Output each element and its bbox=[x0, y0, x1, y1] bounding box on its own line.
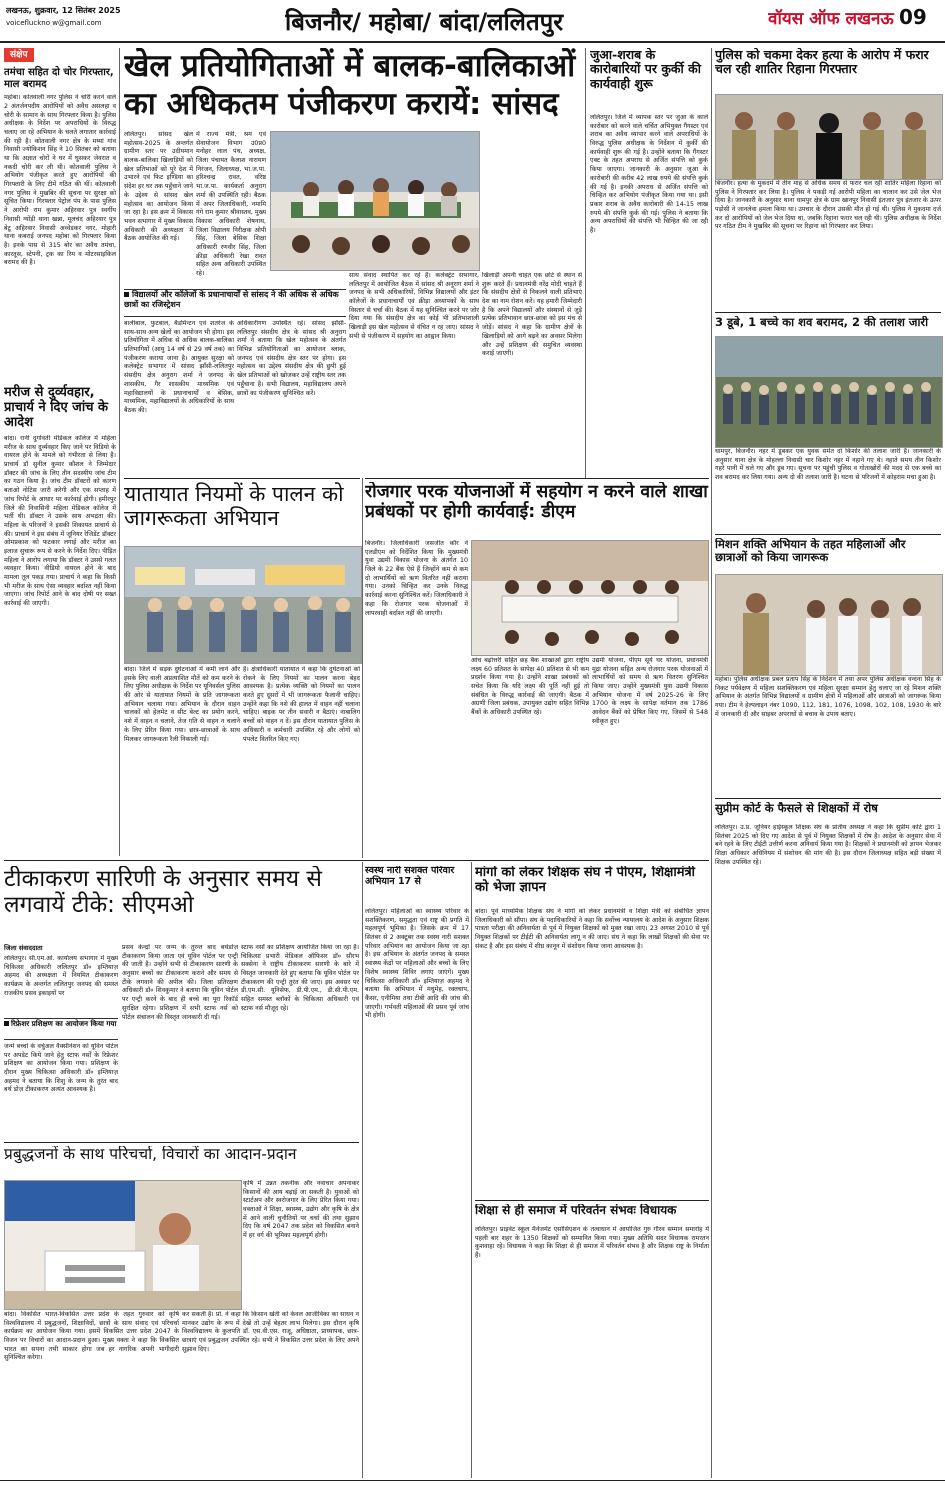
traffic-col-2: है। क्षेत्राधिकारी यातायात ने कहा कि दुर्घटनाओं को रोकने के लिए नियमों का पालन करना बेहद आवश्यक है। प्रत्येक व्यक्ति को नियमों का पालन करते हुए दूसरों में भी जागरूकता फैलानी चाहिए। उन्होंने कहा कि नशे की हालत में वाहन नहीं चलाना चाहिए। बाइक पर तीन सवारी न बैठाएं। नाबालिग बच्चों को वाहन न दें। इस दौरान यातायात पुलिस के अधिकारी व कर्मचारी उपस्थित रहे और लोगों को पंपलेट वितरित किए गए। bbox=[243, 666, 360, 743]
rihana-headline: पुलिस को चकमा देकर हत्या के आरोप में फरार चल रही शातिर रिहाना गिरफ्तार bbox=[715, 48, 929, 77]
vaccine-col-2: प्रसव केन्द्रों पर जन्म के तुरन्त बाद बर्थडोज़ टीकाकरण किया जाता एवं यूविन पोर्टल पर एन्ट्री की जाती है। उन्होंने सभी से टीकाकरण सारणी के अनुसार बच्चों का टीकाकरण कराने और समय से टीके लगवाने की अपील की। जिला प्रतिरक्षण अधिकारी डॉ० शिवकुमार ने बताया कि यूविन पोर्टल पर एन्ट्री करने के बाद ही बच्चे का पूरा रिकॉर्ड सुरक्षित रहेगा। प्रशिक्षण में सभी स्टाफ नर्स को पोर्टल संचालन की विस्तृत जानकारी दी गई। bbox=[122, 944, 238, 1021]
bank-col-1: बिजनौर। जिलाधिकारी जसजीत कौर ने एलडीएम को निर्देशित किया कि मुख्यमंत्री युवा उद्यमी विकास योजना के अंतर्गत 10 जिले के 22 बैंक ऐसे हैं जिन्होंने कम से कम दो लाभार्थियों को ऋण वितरित नहीं कराया गया। उनको चिन्हित कर उनके विरुद्ध कार्रवाई करना सुनिश्चित करें। जिलाधिकारी ने कहा कि रोजगार परक योजनाओं में लापरवाही बर्दाश्त नहीं की जाएगी। bbox=[365, 540, 468, 617]
mission-body: महोबा। पुलिस अधीक्षक प्रबल प्रताप सिंह के निर्देशन में तथा अपर पुलिस अधीक्षक वन्दना सिंह के निकट पर्यवेक्षण में महिला सशक्तिकरण एवं महिला सुरक्षा सम्मान हेतु चलाए जा रहे मिशन शक्ति अभियान के अंतर्गत विभिन्न विद्यालयों व ग्रामीण क्षेत्रों में महिलाओं और छात्राओं को जागरूक किया गया। टीम ने हेल्पलाइन नंबर 1090, 112, 181, 1076, 1098, 102, 108, 1930 के बारे में जानकारी दी और साइबर अपराधों से बचाव के उपाय बताए। bbox=[715, 676, 941, 718]
lead-photo-meeting bbox=[270, 131, 480, 271]
lead-headline: खेल प्रतियोगिताओं में बालक-बालिकाओं का अधिकतम पंजीकरण करायें: सांसद bbox=[124, 48, 576, 122]
vaccine-col-3: स्टाफ नर्सों का प्रशिक्षण आयोजित किया जा रहा है। चिकित्सा प्रभारी मेडिकल ऑफिसर डॉ० सौरभ सक्सेना ने राष्ट्रीय टीकाकरण सारणी के बारे में विस्तृत जानकारी देते हुए बताया कि यूविन पोर्टल पर टीकाकरण की एन्ट्री तुरंत की जाए। इस अवसर पर डी.एम.सी. यूनिसेफ, डी.पी.एम., डी.सी.पी.एम. सहित समस्त ब्लॉकों के चिकित्सा अधिकारी एवं स्टाफ नर्स मौजूद रहे। bbox=[241, 944, 359, 1012]
lead-col-4: अधिकारीगण उपस्थित रहे। सांसद झाँसी-ललितपुर संसदीय क्षेत्र के सांसद श्री अनुराग शर्मा ने बताया कि खेल महोत्सव के अंतर्गत विभिन्न प्रतियोगिताओं का आयोजन ब्लाक, जनपद एवं संसदीय क्षेत्र स्तर पर होगा। इस महोत्सव का उद्देश्य संसदीय क्षेत्र की छुपी हुई खेल प्रतिभाओं को खोजकर उन्हें राष्ट्रीय स्तर तक पहुँचाना है। सभी विद्यालय, महाविद्यालय अपने छात्रों का पंजीकरण सुनिश्चित करें। bbox=[237, 320, 346, 397]
drown-body: धामपुर, बिजनौर। नहर में डूबकर एक युवक समेत दो किशोर की तलाश जारी है। जानकारी के अनुसार थाना क्षेत्र के मोहल्ला निवासी चार किशोर नहर में नहाने गए थे। नहाते समय तीन किशोर गहरे पानी में चले गए और डूब गए। सूचना पर पहुंची पुलिस व गोताखोरों की मदद से एक बच्चे का शव बरामद कर लिया गया। अन्य दो की तलाश जारी है। घटना से परिजनों में कोहराम मचा हुआ है। bbox=[715, 448, 941, 482]
vaccine-col-1b: जन्मे बच्चों के वर्चुअल वैक्सीनेशन को यूविन पोर्टल पर अपडेट किये जाने हेतु स्टाफ नर्सों के रिफ्रेशर प्रशिक्षण का आयोजन किया गया। प्रशिक्षण के दौरान मुख्य चिकित्सा अधिकारी डॉ० इम्तियाज़ अहमद ने बताया कि शिशु के जन्म के तुरंत बाद बर्थ डोज़ टीकाकरण अत्यंत आवश्यक है। bbox=[4, 1043, 118, 1094]
teachers-headline: मांगों को लेकर शिक्षक संघ ने पीएम, शिक्षामंत्री को भेजा ज्ञापन bbox=[475, 866, 696, 895]
traffic-col-1: बांदा। जिले में सड़क दुर्घटनाओं में कमी लाने और इसके लिए वाली अप्रत्याशित मौतें को कम करने के लिए पुलिस अधीक्षक के निर्देश पर यूनिवर्सल पुलिस की ओर से यातायात नियमों के प्रति जागरूकता अभियान चलाया गया। अभियान के दौरान वाहन चालकों को हेलमेट व सीट बेल्ट का प्रयोग करने, नशे में वाहन न चलाने, तेज गति से वाहन न चलाने के लिए प्रेरित किया गया। छात्र-छात्राओं के साथ मिलकर जागरूकता रैली निकाली गई। bbox=[124, 666, 240, 743]
lead-col-2: में राज्य मंत्री, श्रम एवं सेवायोजन विभाग उ0प्र0 मनोहर लाल पंथ, अध्यक्ष, जिला पंचायत कैलाश नारायण निरंजन, जिलाध्यक्ष, भा.ज.पा. हरिश्चन्द्र रावत, वरिष्ठ भा.ज.पा. कार्यकर्ता अनुराग शर्मा की उपस्थिति रही। बैठक में अपर जिलाधिकारी, नमामि गंगे राम कुमार श्रीवास्तव, मुख्य विकास अधिकारी शेषनाथ, जिला विद्यालय निरीक्षक ओपी सिंह, जिला बेसिक शिक्षा अधिकारी रणवीर सिंह, जिला क्रीड़ा अधिकारी रेखा रावत सहित अन्य अधिकारी उपस्थित रहे। bbox=[196, 131, 266, 277]
masthead-date: लखनऊ, शुक्रवार, 12 सितंबर 2025 bbox=[6, 6, 121, 15]
health-body: ललितपुर। महिलाओं का स्वास्थ्य परिवार के सशक्तिकरण, समृद्धता एवं राष्ट्र की प्रगति में महत्वपूर्ण भूमिका है। जिसके क्रम में 17 सितंबर से 2 अक्टूबर तक स्वस्थ नारी सशक्त परिवार अभियान का आयोजन किया जा रहा है। इस अभियान के अंतर्गत जनपद के समस्त स्वास्थ्य केंद्रों पर महिलाओं और बच्चों के लिए विशेष स्वास्थ्य शिविर लगाए जाएंगे। मुख्य चिकित्सा अधिकारी डॉ० इम्तियाज़ अहमद ने बताया कि अभियान में मधुमेह, रक्तचाप, कैंसर, एनीमिया तथा टीबी आदि की जांच की जाएगी। गर्भवती महिलाओं की प्रसव पूर्व जांच भी होगी। bbox=[365, 908, 469, 1020]
brand-name bbox=[768, 4, 943, 38]
mission-photo bbox=[715, 574, 943, 676]
lead-col-1: ललितपुर। सांसद खेल महोत्सव-2025 के अन्तर्गत ग्रामीण स्तर पर उदीयमान बालक-बालिका खिलाड़ियों को खेल प्रतिभाओं को पुरे देश में उभारने एवं फिट इण्डिया का संदेश हर घर तक पहुँचाने जाने के उद्देश्य से सांसद खेल महोत्सव का आयोजन किया जा रहा है। इस क्रम में विकास भवन सभागार में मुख्य विकास अधिकारी की अध्यक्षता में बैठक आयोजित की गई। bbox=[124, 131, 193, 243]
rihana-photo bbox=[715, 94, 943, 180]
police-arrest-illustration bbox=[716, 95, 942, 179]
edition-title: बिजनौर/ महोबा/ बांदा/ललितपुर bbox=[285, 8, 564, 36]
vaccine-subhead-text: रिफ्रेशर प्रशिक्षण का आयोजन किया गया bbox=[11, 1019, 117, 1028]
lead-col-5: साथ संवाद स्थापित कर रहे हैं। कलेक्ट्रेट सभागार, ललितपुर में आयोजित बैठक में सांसद श्री अनुराग शर्मा ने जनपद के सभी अधिकारियों, विभिन्न विद्यालयों और इंटर कॉलेजों के प्रधानाचार्यों एवं क्रीड़ा अध्यापकों के साथ विस्तार से चर्चा की। बैठक में यह सुनिश्चित करने पर जोर दिया गया कि संसदीय क्षेत्र का कोई भी प्रतिभाशाली खिलाड़ी इस खेल महोत्सव से वंचित न रह जाए। सांसद ने सभी से पंजीकरण में सहयोग का आह्वान किया। bbox=[349, 272, 479, 340]
drown-photo bbox=[715, 336, 943, 448]
briefs-column bbox=[4, 48, 116, 856]
vaccine-byline: जिला संवाददाता bbox=[4, 944, 43, 952]
exchange-col-1: बांदा। विकसित भारत-विकसित उत्तर प्रदेश के तहत गुरुवार को कृषि विश्वविद्यालय में प्रबुद्धजनों, शिक्षाविदों, छात्रों के साथ संवाद एवं परिचर्चा कार्यक्रम का आयोजन किया गया। इसमें विकसित उत्तर प्रदेश 2047 के विजन पर विचारों का आदान-प्रदान हुआ। मुख्य वक्ता ने कहा कि विकसित भारत का सपना तभी साकार होगा जब हर नागरिक अपनी भागीदारी सुनिश्चित करेगा। bbox=[4, 1311, 179, 1362]
lead-col-3: बालीबाल, फुटबाल, बैडमिन्टन एवं शतरंज के साथ-साथ अन्य खेलों का आयोजन भी होगा। इस प्रतियोगिता में अधिक से अधिक बालक-बालिका प्रतिभागियों (आयु 14 वर्ष से 29 वर्ष तक) का पंजीकरण कराया जाना है। आयुक्त सुरक्षा को कलेक्ट्रेट सभागार में सांसद झाँसी-ललितपुर संसदीय क्षेत्र अनुराग शर्मा ने जनपद के शासकीय, गैर शासकीय माध्यमिक एवं महाविद्यालयों के प्रधानाचार्यों व बेसिक, माध्यमिक, महाविद्यालयों के अधिकारियों के साथ बैठक की। bbox=[124, 320, 234, 414]
brief-headline-1: तमंचा सहित दो चोर गिरफ्तार, माल बरामद bbox=[4, 67, 114, 90]
edu-body: ललितपुर। प्राइवेट स्कूल मैनेजमेंट एसोसिएशन के तत्वाधान में आयोजित गुरु गौरव सम्मान समारोह में पहली बार शहर के 1350 शिक्षकों को सम्मानित किया गया। मुख्य अतिथि सदर विधायक रामरतन कुशवाहा रहे। विधायक ने कहा कि शिक्षा से ही समाज में परिवर्तन संभव है और शिक्षक राष्ट्र के निर्माता हैं। bbox=[475, 1226, 709, 1260]
bank-headline: रोजगार परक योजनाओं में सहयोग न करने वाले शाखा प्रबंधकों पर होगी कार्यवाई: डीएम bbox=[365, 482, 708, 523]
lead-subhead bbox=[124, 289, 346, 317]
vaccine-col-1: ललितपुर। सी.एम.ओ. कार्यालय सभागार में मुख्य चिकित्सा अधिकारी ललितपुर डॉ० इम्तियाज़ अहमद की अध्यक्षता में नियमित टीकाकरण कार्यक्रम के अन्तर्गत ललितपुर जनपद की समस्त राजकीय प्रसव इकाइयों पर bbox=[4, 955, 118, 997]
speaker-illustration bbox=[5, 1181, 241, 1309]
edu-headline: शिक्षा से ही समाज में परिवर्तन संभवः विधायक bbox=[475, 1204, 677, 1217]
masthead-email: voicefluckno w@gmail.com bbox=[6, 19, 102, 27]
page-number: 09 bbox=[899, 5, 927, 29]
exchange-col-3: कृषि में उन्नत तकनीक और नवाचार अपनाकर किसानों की आय बढ़ाई जा सकती है। युवाओं को स्टार्टअप और स्वरोजगार के लिए प्रेरित किया गया। वक्ताओं ने शिक्षा, स्वास्थ्य, उद्योग और कृषि के क्षेत्र में आने वाली चुनौतियों पर चर्चा की तथा सुझाव दिए कि वर्ष 2047 तक प्रदेश को विकसित बनाने में हर वर्ग की भूमिका महत्वपूर्ण होगी। bbox=[243, 1180, 359, 1240]
teachers-body: बांदा। पूर्व माध्यमिक शिक्षक संघ ने मांगों को लेकर प्रधानमंत्री व शिक्षा मंत्री को संबोधित ज्ञापन जिलाधिकारी को सौंपा। संघ के पदाधिकारियों ने कहा कि सर्वोच्च न्यायालय के आदेश के अनुसार शिक्षक पात्रता परीक्षा की अनिवार्यता से पूर्व में नियुक्त शिक्षकों को मुक्त रखा जाए। 23 अगस्त 2010 से पूर्व नियुक्त शिक्षकों पर टीईटी की अनिवार्यता लागू न की जाए। संघ ने कहा कि लाखों शिक्षकों की सेवा पर संकट है और इस संबंध में शीघ्र कानून में संशोधन किया जाना आवश्यक है। bbox=[475, 908, 709, 950]
sc-headline: सुप्रीम कोर्ट के फैसले से शिक्षकों में रोष bbox=[715, 802, 878, 815]
brief-body-1: महोबा। कोतवाली नगर पुलिस ने चोरी करने वाले 2 अंतर्जनपदीय आरोपियों को अवैध असलहा व चोरी के सामान के साथ गिरफ्तार किया है। पुलिस अधीक्षक के निर्देश पर अपराधियों के विरुद्ध चलाए जा रहे अभियान के चलते लगातार कार्रवाई की रही है। कोतवाली नगर क्षेत्र के मय्यां गांव निवासी ज्योकिशन सिंह ने 10 सितंबर को बताया था कि अज्ञात चोरों ने घर में घुसकर जेवरात व नकदी चोरी कर ली थी। कोतवाली पुलिस ने अभियोग पंजीकृत करते हुए आरोपियों की गिरफ्तारी के लिए टीमें गठित की थीं। कोतवाली नगर पुलिस ने मुखबिर की सूचना पर सुरक्षा को सूचित किया। गिरफ्तार पेट्रोल पंप के पास पुलिस ने आरोपी राम कुमार अहिरवार पुत्र स्वर्गीय निवासी ग्योंड़ी थाना खन्ना, मूलचंद अहिरवार पुत्र बेटू अहिरवार निवासी अव्वेडकर नगर, मोहारी थाना कबराई जनपद महोबा को गिरफ्तार किया है। इनके पास से 315 बोर का अवैध तमंचा, कारतूस, स्टेपनी, ट्रक का रिम व मोटरसाइकिल बरामद की है। bbox=[4, 94, 116, 267]
vaccine-subhead bbox=[4, 1018, 118, 1040]
vaccine-headline: टीकाकरण सारिणी के अनुसार समय से लगवायें टीके: सीएमओ bbox=[4, 866, 322, 919]
brief-body-2: बांदा। रानी दुर्गावती मेडिकल कॉलेज में महिला मरीज के साथ दुर्व्यवहार किए जाने पर विडियो के वायरल होने के मामले को गंभीरता से लिया है। प्राचार्य डॉ सुनील कुमार कौशल ने जिम्मेदार डॉक्टर की जांच के लिए तीन सदस्यीय जांच टीम का गठन किया है। जांच टीम डॉक्टरों को कारण बताओ नोटिस जारी करेगी और एक सप्ताह में जांच रिपोर्ट के आधार पर कार्रवाई होगी। हमीरपुर जिले की निवासिनी महिला मेडिकल कॉलेज में भर्ती थी। डॉक्टर ने उसके साथ अभद्रता की। महिला के परिजनों ने इसकी शिकायत प्राचार्य से की। प्राचार्य ने इस संबंध में जूनियर रेजिडेंट डॉक्टर ओमप्रकाश को फटकार लगाई और मरीज का इलाज सुचारू रूप से करने के निर्देश दिए। पीड़ित महिला ने आरोप लगाया कि डॉक्टर ने उससे गलत व्यवहार किया। वीडियो वायरल होने के बाद मामला तूल पकड़ गया। प्राचार्य ने कहा कि किसी भी मरीज के साथ ऐसा व्यवहार बर्दाश्त नहीं किया जाएगा। जांच रिपोर्ट आने के बाद दोषी पर सख्त कार्रवाई की जाएगी। bbox=[4, 435, 116, 608]
exchange-col-2: कर सकती है। प्रो. ने कहा कि किसान खेती को केवल आजीविका का साधन न मानकर उद्योग के रूप में देखें तो उन्हें बेहतर लाभ मिलेगा। इस दौरान कृषि विश्वविद्यालय के कुलपति डॉ. एस.वी.एस. राजू, अधिष्ठाता, प्राध्यापक, छात्र-छात्राएं एवं प्रबुद्धजन उपस्थित रहे। सभी ने विकसित उत्तर प्रदेश के लिए अपने सुझाव दिए। bbox=[182, 1311, 359, 1353]
traffic-photo bbox=[124, 546, 362, 664]
crowd-canal-illustration bbox=[716, 337, 942, 447]
rihana-body: बिजनौर। हत्या के मुकदमे में तीन माह से अधिक समय से फरार चल रही शातिर महिला रिहाना को पुलिस ने गिरफ्तार कर लिया है। पुलिस ने पकड़ी गई आरोपी महिला का चालान कर उसे जेल भेज दिया है। जानकारी के अनुसार थाना धामपुर क्षेत्र के ग्राम खानपुर निवासी इंतजार पुत्र इंतजार के ऊपर पड़ोसी ने जानलेवा हमला किया था। उपचार के दौरान उसकी मौत हो गई थी। पुलिस ने मुकदमा दर्ज कर दो आरोपियों को जेल भेज दिया था, जबकि रिहाना फरार चल रही थी। पुलिस अधीक्षक के निर्देश पर गठित टीम ने मुखबिर की सूचना पर रिहाना को गिरफ्तार कर लिया। bbox=[715, 180, 941, 231]
exchange-headline: प्रबुद्धजनों के साथ परिचर्चा, विचारों का आदान-प्रदान bbox=[4, 1146, 297, 1163]
lead-col-6: खिलाड़ी अपनी चाहत एक छोटे से स्थान से शुरू करते हैं। प्रधानमंत्री नरेंद्र मोदी चाहते हैं कि संसदीय क्षेत्रों से निकलने वाली प्रतिभाएं देश का नाम रोशन करें। यह हमारी जिम्मेदारी है कि अपने विद्यालयों और संस्थानों से जुड़े प्रत्येक प्रतिभावान छात्र-छात्रा को इस मंच से जोड़ें। सांसद ने कहा कि ग्रामीण क्षेत्रों के खिलाड़ियों को आगे बढ़ने का अवसर मिलेगा और उन्हें प्रशिक्षण की समुचित व्यवस्था कराई जाएगी। bbox=[482, 272, 582, 358]
section-label: संक्षेप bbox=[4, 48, 34, 62]
subhead-marker bbox=[124, 292, 129, 297]
drown-headline: 3 डूबे, 1 बच्चे का शव बरामद, 2 की तलाश जारी bbox=[715, 316, 929, 329]
masthead bbox=[0, 0, 945, 42]
lead-subhead-text: विद्यालयों और कॉलेजों के प्रधानाचार्यों से सांसद ने की अधिक से अधिक छात्रों का रजिस्ट्रेशन bbox=[124, 290, 339, 310]
brief-headline-2: मरीज से दुर्व्यवहार, प्राचार्य ने दिए जांच के आदेश bbox=[4, 385, 108, 431]
exchange-photo bbox=[4, 1180, 242, 1310]
mission-headline: मिशन शक्ति अभियान के तहत महिलाओं और छात्राओं को किया जागरूक bbox=[715, 538, 906, 565]
vaccine-subhead-marker bbox=[4, 1021, 9, 1026]
brand-name-text: वॉयस ऑफ लखनऊ bbox=[768, 9, 894, 29]
meeting-illustration bbox=[271, 132, 479, 270]
gambling-headline: जुआ-शराब के कारोबारियों पर कुर्की की कार्यवाही शुरू bbox=[590, 48, 701, 91]
conference-illustration bbox=[472, 541, 708, 655]
rally-illustration bbox=[125, 547, 361, 663]
bank-photo bbox=[471, 540, 709, 656]
bank-col-3: उद्यमी योजना, पीएम सूर्य घर योजना, प्रधानमंत्री मुद्रा योजना सहित अन्य रोजगार परक योजनाओं में लाभार्थियों को समय से ऋण वितरण सुनिश्चित किया जाए। उन्होंने मुख्यमंत्री युवा उद्यमी विकास अभियान योजना में वर्ष 2025-26 के लिए 1700 के लक्ष्य के सापेक्ष वर्तमान तक 1786 आवेदन बैंकों को प्रेषित किए गए, जिसमें से 548 स्वीकृत हुए। bbox=[592, 657, 708, 725]
health-headline: स्वस्थ नारी सशक्त परिवार अभियान 17 से bbox=[365, 866, 455, 887]
traffic-headline: यातायात नियमों के पालन को जागरूकता अभियान bbox=[124, 482, 344, 531]
sc-body: ललितपुर। उ.प्र. जूनियर हाईस्कूल शिक्षक संघ के प्रांतीय अध्यक्ष ने कहा कि सुप्रीम कोर्ट द्वारा 1 सितंबर 2025 को दिए गए आदेश से पूर्व में नियुक्त शिक्षकों में रोष है। आदेश के अनुसार सेवा में बने रहने के लिए टीईटी उत्तीर्ण करना अनिवार्य किया गया है। शिक्षकों ने प्रधानमंत्री को ज्ञापन भेजकर शिक्षा अधिकार अधिनियम में संशोधन की मांग की है। इस दौरान जिलाध्यक्ष सहित बड़ी संख्या में शिक्षक उपस्थित रहे। bbox=[715, 824, 941, 866]
gambling-body: ललितपुर। जिले में व्यापक स्तर पर जुआ के काले कारोबार को करने वाले चर्चित अभियुक्त गैंगस्टर एवं शराब का अवैध व्यापार करने वाले अपराधियों के विरुद्ध पुलिस अधीक्षक के निर्देशन में कुर्की की कार्यवाही शुरू की गई है। उन्होंने बताया कि गैंगस्टर एक्ट के तहत अपराध से अर्जित संपत्ति को कुर्क किया जाएगा। जानकारी के अनुसार जुआ के कारोबारी की करीब 42 लाख रुपये की संपत्ति कुर्क की गई है। इनकी अपराध से अर्जित संपत्ति को चिन्हित कर अभियोग पंजीकृत किया गया था। इसी प्रकार शराब के अवैध कारोबारी की 14-15 लाख रुपये की संपत्ति कुर्क की गई। पुलिस ने बताया कि अन्य अपराधियों की संपत्ति भी चिन्हित की जा रही है। bbox=[590, 114, 708, 234]
bank-col-2: आंच बढ़ोत्तरी सहित छह बैंक शाखाओं द्वारा राष्ट्रीय लक्ष्य 60 प्रतिशत के सापेक्ष 40 प्रतिशत से भी कम प्रदर्शन किया गया है। उन्होंने शाखा प्रबंधकों को सचेत किया कि यदि लक्ष्य की पूर्ति नहीं हुई तो संबंधित के विरुद्ध कार्रवाई की जाएगी। बैठक में अग्रणी जिला प्रबंधक, उपायुक्त उद्योग सहित विभिन्न बैंकों के अधिकारी उपस्थित रहे। bbox=[471, 657, 589, 717]
students-illustration bbox=[716, 575, 942, 675]
